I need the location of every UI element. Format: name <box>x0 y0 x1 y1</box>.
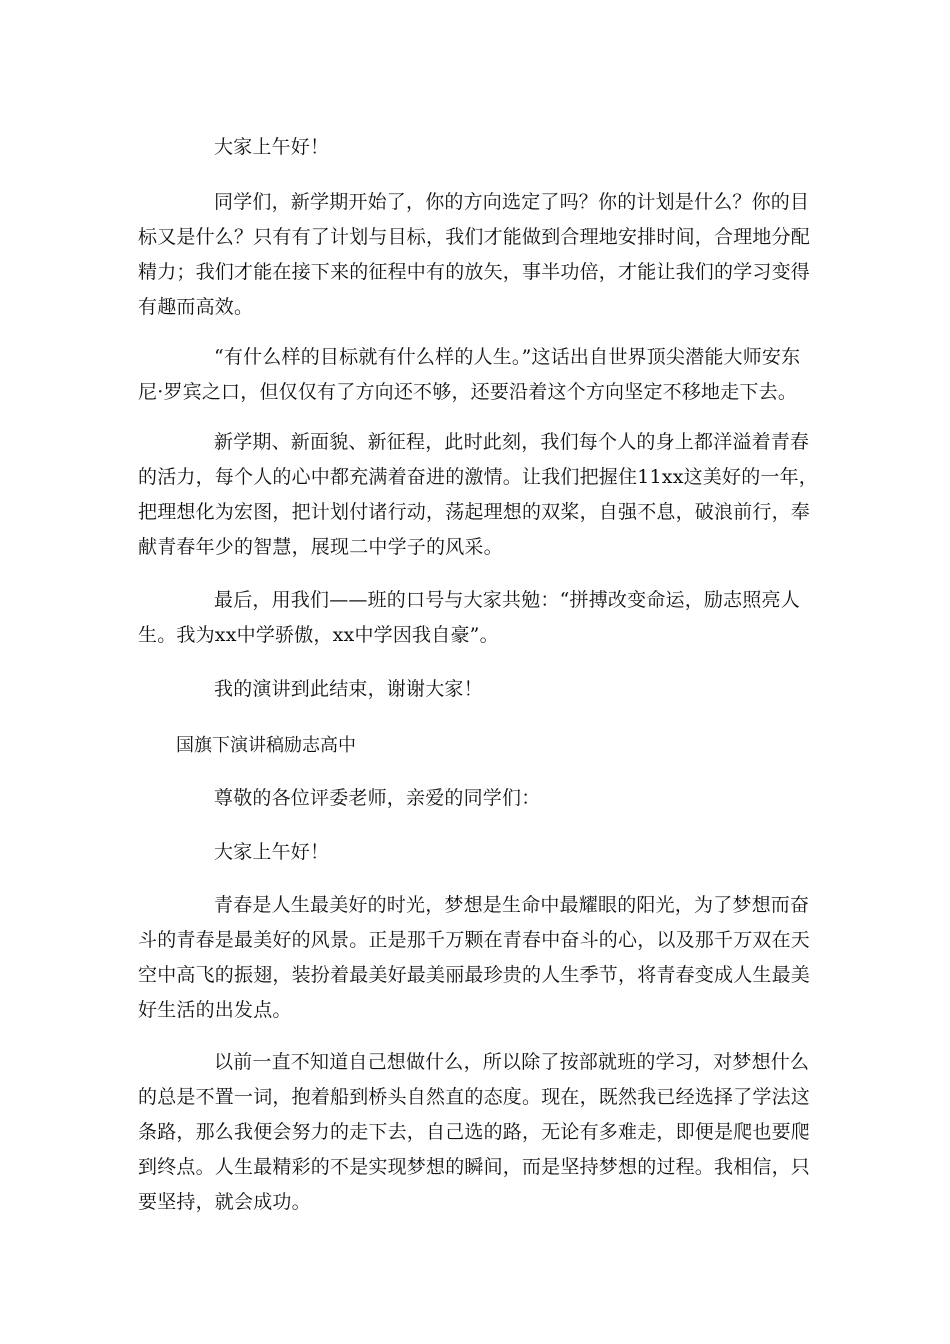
body-paragraph-6: 以前一直不知道自己想做什么，所以除了按部就班的学习，对梦想什么的总是不置一词，抱着船到桥头自然直的态度。现在，既然我已经选择了学法这条路，那么我便会努力的走下去，自己选的路，无论有多难走，即便是爬也要爬到终点。人生最精彩的不是实现梦想的瞬间，而是坚持梦想的过程。我相信，只要坚持，就会成功。 <box>138 1051 811 1213</box>
body-paragraph-1: 同学们，新学期开始了，你的方向选定了吗？你的计划是什么？你的目标又是什么？只有有了计划与目标，我们才能做到合理地安排时间，合理地分配精力；我们才能在接下来的征程中有的放矢，事半功倍，才能让我们的学习变得有趣而高效。 <box>138 191 811 318</box>
greeting-paragraph: 大家上午好！ <box>214 136 330 158</box>
body-paragraph-4: 最后，用我们——班的口号与大家共勉：“拼搏改变命运，励志照亮人生。我为xx中学骄傲，xx中学因我自豪”。 <box>138 589 800 646</box>
closing-paragraph: 我的演讲到此结束，谢谢大家！ <box>214 678 483 700</box>
body-paragraph-2: “有什么样的目标就有什么样的人生。”这话出自世界顶尖潜能大师安东尼·罗宾之口，但仅仅有了方向还不够，还要沿着这个方向坚定不移地走下去。 <box>138 346 801 403</box>
section-title: 国旗下演讲稿励志高中 <box>176 735 356 756</box>
salutation-paragraph: 尊敬的各位评委老师，亲爱的同学们： <box>214 787 541 809</box>
body-paragraph-3: 新学期、新面貌、新征程，此时此刻，我们每个人的身上都洋溢着青春的活力，每个人的心中都充满着奋进的激情。让我们把握住11xx这美好的一年，把理想化为宏图，把计划付诸行动，荡起理想的双桨，自强不息，破浪前行，奉献青春年少的智慧，展现二中学子的风采。 <box>138 431 819 558</box>
body-paragraph-5: 青春是人生最美好的时光，梦想是生命中最耀眼的阳光，为了梦想而奋斗的青春是最美好的风景。正是那千万颗在青春中奋斗的心，以及那千万双在天空中高飞的振翅，装扮着最美好最美丽最珍贵的人生季节，将青春变成人生最美好生活的出发点。 <box>138 894 811 1021</box>
greeting-paragraph-2: 大家上午好！ <box>214 841 330 863</box>
